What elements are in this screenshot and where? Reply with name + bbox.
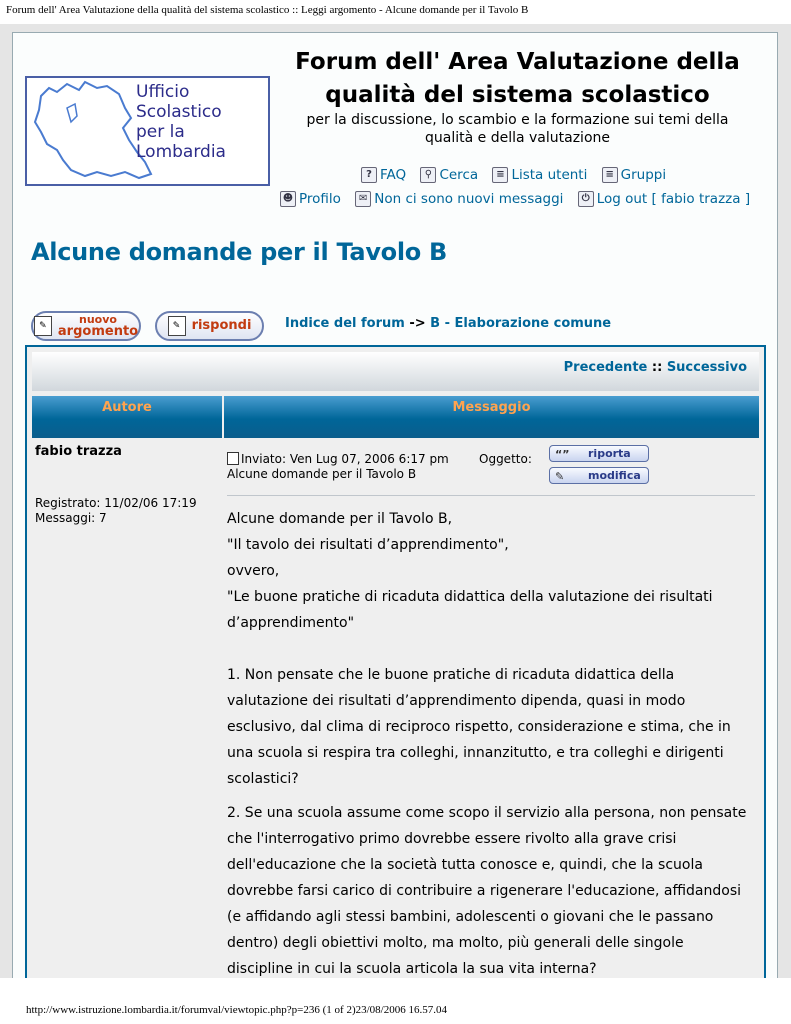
message-column-header: Messaggio bbox=[224, 396, 759, 438]
site-title bbox=[285, 46, 750, 112]
nav-groups[interactable] bbox=[602, 167, 666, 183]
profile-icon: ☻ bbox=[280, 191, 296, 207]
post-date: Inviato: Ven Lug 07, 2006 6:17 pm bbox=[241, 452, 449, 466]
nav-groups-label: Gruppi bbox=[620, 167, 667, 183]
post-subject-label: Oggetto: bbox=[479, 452, 532, 466]
logo-line: Ufficio bbox=[136, 82, 190, 102]
topic-title[interactable]: Alcune domande per il Tavolo B bbox=[31, 238, 448, 266]
reply-label: rispondi bbox=[191, 318, 252, 333]
post-message-cell bbox=[224, 440, 759, 985]
breadcrumb-forum[interactable]: B - Elaborazione comune bbox=[430, 316, 612, 331]
post-divider bbox=[227, 495, 755, 496]
nav-messages-label: Non ci sono nuovi messaggi bbox=[374, 191, 564, 207]
site-title-line: qualità del sistema scolastico bbox=[325, 82, 710, 108]
logo-line: Scolastico bbox=[136, 102, 222, 122]
post-icon bbox=[227, 452, 239, 465]
nav-profile[interactable] bbox=[280, 191, 341, 207]
post-paragraph: "Le buone pratiche di ricaduta didattica della valutazione dei risultati d’apprendimento" bbox=[227, 589, 713, 631]
paragraph-gap bbox=[227, 636, 747, 662]
nav-logout[interactable] bbox=[578, 191, 750, 207]
author-registered: Registrato: 11/02/06 17:19 bbox=[35, 496, 197, 510]
search-icon: ⚲ bbox=[420, 167, 436, 183]
new-topic-label-line2: argomento bbox=[57, 324, 139, 339]
print-footer-area bbox=[0, 978, 791, 1024]
edit-icon: ✎ bbox=[555, 470, 565, 483]
nav-members[interactable] bbox=[492, 167, 587, 183]
nav-faq[interactable] bbox=[361, 167, 406, 183]
prev-next-nav bbox=[564, 360, 747, 375]
help-icon: ? bbox=[361, 167, 377, 183]
nav-messages[interactable] bbox=[355, 191, 563, 207]
logout-icon: ⏻ bbox=[578, 191, 594, 207]
main-nav bbox=[361, 165, 676, 183]
nav-search-label: Cerca bbox=[439, 167, 479, 183]
post-author-cell bbox=[32, 440, 222, 985]
nav-logout-label: Log out [ fabio trazza ] bbox=[596, 191, 751, 207]
post-subject: Alcune domande per il Tavolo B bbox=[227, 467, 417, 481]
new-topic-label-line1: nuovo bbox=[79, 313, 117, 326]
post-author-details bbox=[35, 496, 197, 526]
nav-members-label: Lista utenti bbox=[511, 167, 588, 183]
inbox-icon: ✉ bbox=[355, 191, 371, 207]
quote-button[interactable] bbox=[549, 445, 649, 462]
nav-search[interactable] bbox=[420, 167, 478, 183]
new-topic-label bbox=[58, 314, 138, 338]
reply-button[interactable] bbox=[155, 311, 264, 341]
post-paragraph: 2. Se una scuola assume come scopo il servizio alla persona, non pensate che l'interrogativo primo dovrebbe essere rivolto alla grave crisi dell'educazione che la società tutta conosce e, quindi, che la scuola dovrebbe farsi carico di contribuire a rigenerare l'educazione, affidandosi (e affidando agli stessi bambini, adolescenti o giovani che le passano dentro) degli obiettivi molto, ma molto, più generali delle singole discipline in cui la scuola articola la sua vita interna? bbox=[227, 805, 747, 977]
nav-profile-label: Profilo bbox=[299, 191, 341, 207]
print-header: Forum dell' Area Valutazione della qualità del sistema scolastico :: Leggi argomento - Alcune domande per il Tavolo B bbox=[6, 4, 529, 16]
edit-button[interactable] bbox=[549, 467, 649, 484]
author-message-count: Messaggi: 7 bbox=[35, 511, 107, 525]
logo[interactable] bbox=[25, 76, 270, 186]
post-author-name: fabio trazza bbox=[35, 444, 122, 459]
author-column-header: Autore bbox=[32, 396, 222, 438]
quote-icon: “” bbox=[555, 448, 570, 461]
pager-separator: :: bbox=[651, 360, 663, 375]
topic-nav-strip bbox=[32, 352, 759, 391]
posts-table bbox=[25, 345, 766, 985]
site-description-line: qualità e della valutazione bbox=[425, 130, 610, 146]
post-paragraph: "Il tavolo dei risultati d’apprendimento", bbox=[227, 537, 509, 553]
nav-faq-label: FAQ bbox=[380, 167, 407, 183]
breadcrumb-forum-index[interactable]: Indice del forum bbox=[285, 316, 405, 331]
new-topic-button[interactable] bbox=[31, 311, 141, 341]
user-nav bbox=[280, 189, 760, 207]
paragraph-gap bbox=[227, 792, 747, 800]
logo-line: per la bbox=[136, 122, 185, 142]
reply-icon: ✎ bbox=[168, 316, 186, 336]
post-paragraph: ovvero, bbox=[227, 563, 280, 579]
new-topic-icon: ✎ bbox=[34, 316, 52, 336]
groups-icon: ≡ bbox=[602, 167, 618, 183]
quote-label: riporta bbox=[588, 447, 631, 460]
site-title-line: Forum dell' Area Valutazione della bbox=[295, 49, 740, 75]
edit-label: modifica bbox=[588, 469, 641, 482]
post-body bbox=[227, 506, 747, 982]
members-list-icon: ≡ bbox=[492, 167, 508, 183]
previous-topic-link[interactable]: Precedente bbox=[563, 360, 648, 375]
breadcrumb-separator: -> bbox=[409, 316, 426, 331]
logo-text bbox=[136, 82, 226, 162]
next-topic-link[interactable]: Successivo bbox=[666, 360, 747, 375]
breadcrumb bbox=[285, 316, 611, 331]
post-paragraph: 1. Non pensate che le buone pratiche di ricaduta didattica della valutazione dei risultati d’apprendimento dipenda, quasi in modo esclusivo, dal clima di reciproco rispetto, considerazione e stima, che in una scuola si respira tra colleghi, innanzitutto, e tra colleghi e dirigenti scolastici? bbox=[227, 667, 731, 787]
post-paragraph: Alcune domande per il Tavolo B, bbox=[227, 511, 453, 527]
print-footer: http://www.istruzione.lombardia.it/forumval/viewtopic.php?p=236 (1 of 2)23/08/2006 16.57.04 bbox=[26, 1004, 447, 1016]
site-description-line: per la discussione, lo scambio e la formazione sui temi della bbox=[306, 112, 729, 128]
site-description bbox=[285, 111, 750, 147]
logo-line: Lombardia bbox=[136, 142, 226, 162]
